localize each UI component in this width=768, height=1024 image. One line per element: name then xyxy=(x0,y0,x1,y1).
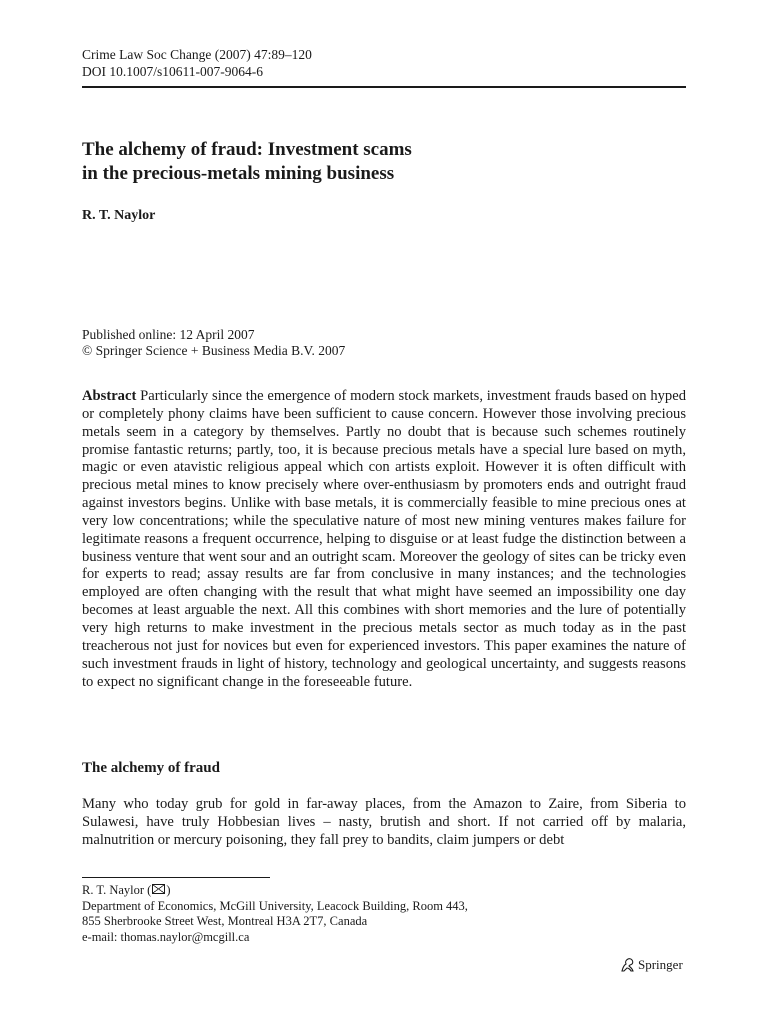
doi: DOI 10.1007/s10611-007-9064-6 xyxy=(82,64,263,79)
published-online: Published online: 12 April 2007 xyxy=(82,327,255,342)
springer-horse-icon xyxy=(620,957,635,973)
publisher-name: Springer xyxy=(638,957,683,972)
footnote-email: e-mail: thomas.naylor@mcgill.ca xyxy=(82,929,250,944)
author-footnote xyxy=(82,883,468,945)
section-body: Many who today grub for gold in far-away places, from the Amazon to Zaire, from Siberia to Sulawesi, have truly Hobbesian lives – nasty, brutish and short. If not carried off by malaria, malnutrition or mercury poisoning, they fall prey to bandits, claim jumpers or debt xyxy=(82,796,686,848)
footnote-department: Department of Economics, McGill University, Leacock Building, Room 443, xyxy=(82,898,468,913)
author: R. T. Naylor xyxy=(82,208,156,223)
journal-header xyxy=(82,46,312,80)
title-line-2: in the precious-metals mining business xyxy=(82,162,395,184)
envelope-icon xyxy=(152,884,165,894)
title-line-1: The alchemy of fraud: Investment scams xyxy=(82,139,412,160)
footnote-rule xyxy=(82,877,270,878)
footnote-address: 855 Sherbrooke Street West, Montreal H3A 2T7, Canada xyxy=(82,914,368,928)
publication-info xyxy=(82,327,345,359)
abstract-label: Abstract xyxy=(82,388,137,404)
footnote-author-close: ) xyxy=(166,883,171,897)
abstract-text: Particularly since the emergence of modern stock markets, investment frauds based on hyped or completely phony claims have been sufficient to cause concern. However those involving precious metals seem in a category by themselves. Partly no doubt that is because such schemes routinely promise fantastic returns; partly, too, it is because precious metals have a special lure based on myth, magic or even atavistic religious appeal which con artists exploit. However it is often difficult with precious metal mines to know precisely where over-enthusiasm by promoters ends and outright fraud against investors begins. Unlike with base metals, it is commercially feasible to mine precious ones at very low concentrations; while the speculative nature of most new mining ventures makes failure for legitimate reasons a frequent occurrence, helping to disguise or at least fudge the distinction between a business venture that went sour and an outright scam. Moreover the geology of sites can be tricky even for experts to read; assay results are far from conclusive in many instances; and the technologies employed are often changing with the result that what might have seemed an impossibility one day becomes at least arguable the next. All this combines with short memories and the lure of potentially very high returns to make investment in the precious metals sector as much today as in the past treacherous not just for novices but even for experienced investors. This paper examines the nature of such investment frauds in light of history, technology and geological uncertainty, and suggests reasons to expect no significant change in the foreseeable future. xyxy=(82,388,686,690)
section-heading: The alchemy of fraud xyxy=(82,760,220,776)
abstract xyxy=(82,388,686,691)
copyright: © Springer Science + Business Media B.V. 2007 xyxy=(82,343,346,358)
header-rule xyxy=(82,86,686,88)
journal-citation: Crime Law Soc Change (2007) 47:89–120 xyxy=(82,47,312,62)
footnote-author-line xyxy=(82,883,468,899)
article-title xyxy=(82,138,686,185)
publisher-logo xyxy=(620,957,683,973)
footnote-author: R. T. Naylor ( xyxy=(82,883,152,897)
